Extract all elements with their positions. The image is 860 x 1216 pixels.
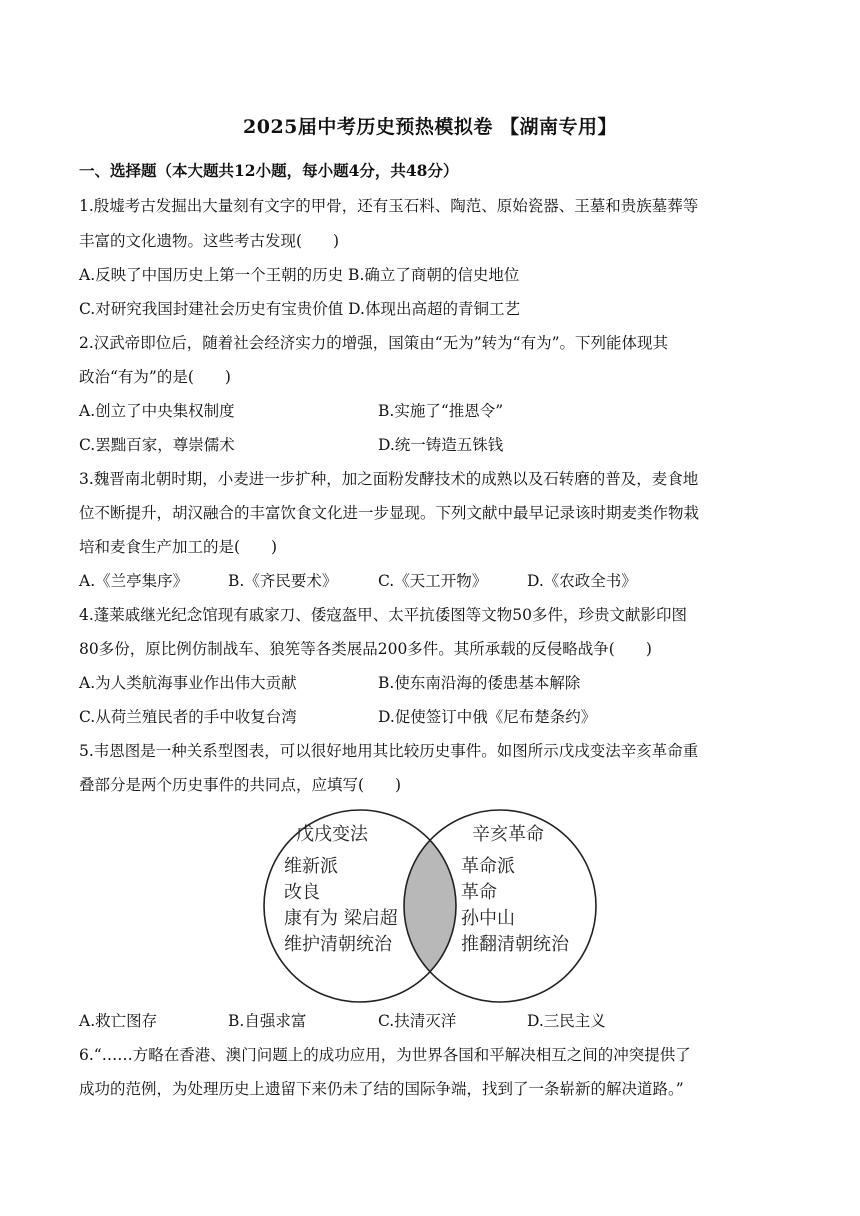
q3-option-b: B.《齐民要术》 (228, 572, 338, 590)
q4-stem-line-1: 4.蓬莱戚继光纪念馆现有戚家刀、倭寇盔甲、太平抗倭图等文物50多件，珍贵文献影印图 (79, 606, 688, 624)
venn-left-item-2: 改良 (284, 882, 320, 903)
venn-right-item-1: 革命派 (461, 856, 515, 877)
q5-option-a: A.救亡图存 (79, 1012, 158, 1030)
q2-option-c: C.罢黜百家，尊崇儒术 (79, 436, 235, 454)
q1-stem-line-1: 1.殷墟考古发掘出大量刻有文字的甲骨，还有玉石料、陶范、原始瓷器、王墓和贵族墓葬等 (79, 197, 699, 215)
q2-option-a: A.创立了中央集权制度 (79, 402, 235, 420)
q4-option-b: B.使东南沿海的倭患基本解除 (378, 674, 581, 692)
q2-stem-line-1: 2.汉武帝即位后，随着社会经济实力的增强，国策由“无为”转为“有为”。下列能体现其 (79, 334, 668, 352)
q3-option-c: C.《天工开物》 (378, 572, 488, 590)
venn-diagram (250, 806, 610, 1006)
venn-left-title: 戊戌变法 (296, 824, 368, 845)
q1-options-line-2: C.对研究我国封建社会历史有宝贵价值 D.体现出高超的青铜工艺 (79, 300, 520, 318)
q4-stem-line-2: 80多份，原比例仿制战车、狼筅等各类展品200多件。其所承载的反侵略战争( ) (79, 640, 652, 658)
q3-option-d: D.《农政全书》 (527, 572, 637, 590)
q3-option-a: A.《兰亭集序》 (79, 572, 189, 590)
q3-stem-line-2: 位不断提升，胡汉融合的丰富饮食文化进一步显现。下列文献中最早记录该时期麦类作物栽 (79, 504, 700, 522)
q3-stem-line-3: 培和麦食生产加工的是( ) (79, 538, 278, 556)
q4-option-c: C.从荷兰殖民者的手中收复台湾 (79, 708, 297, 726)
q1-options-line-1: A.反映了中国历史上第一个王朝的历史 B.确立了商朝的信史地位 (79, 266, 520, 284)
venn-right-item-4: 推翻清朝统治 (461, 934, 569, 955)
venn-left-item-4: 维护清朝统治 (284, 934, 392, 955)
venn-left-item-3: 康有为 梁启超 (284, 908, 398, 929)
q5-stem-line-2: 叠部分是两个历史事件的共同点，应填写( ) (79, 776, 402, 794)
q6-stem-line-1: 6.“……方略在香港、澳门问题上的成功应用，为世界各国和平解决相互之间的冲突提供了 (79, 1046, 691, 1064)
q5-option-b: B.自强求富 (228, 1012, 307, 1030)
q2-option-d: D.统一铸造五铢钱 (378, 436, 504, 454)
venn-left-item-1: 维新派 (284, 856, 338, 877)
venn-right-title: 辛亥革命 (472, 824, 544, 845)
q4-option-a: A.为人类航海事业作出伟大贡献 (79, 674, 297, 692)
q2-stem-line-2: 政治“有为”的是( ) (79, 368, 231, 386)
q5-option-d: D.三民主义 (527, 1012, 606, 1030)
section-heading: 一、选择题（本大题共12小题，每小题4分，共48分） (79, 161, 459, 180)
venn-right-item-2: 革命 (461, 882, 497, 903)
q3-stem-line-1: 3.魏晋南北朝时期，小麦进一步扩种，加之面粉发酵技术的成熟以及石转磨的普及，麦食地 (79, 470, 699, 488)
q5-option-c: C.扶清灭洋 (378, 1012, 457, 1030)
q1-stem-line-2: 丰富的文化遗物。这些考古发现( ) (79, 232, 340, 250)
venn-right-item-3: 孙中山 (461, 908, 515, 929)
page-title: 2025届中考历史预热模拟卷 【湖南专用】 (243, 116, 617, 138)
q4-option-d: D.促使签订中俄《尼布楚条约》 (378, 708, 597, 726)
q2-option-b: B.实施了“推恩令” (378, 402, 504, 420)
q5-stem-line-1: 5.韦恩图是一种关系型图表，可以很好地用其比较历史事件。如图所示戊戌变法辛亥革命重 (79, 742, 699, 760)
q6-stem-line-2: 成功的范例，为处理历史上遗留下来仍未了结的国际争端，找到了一条崭新的解决道路。” (79, 1080, 684, 1098)
